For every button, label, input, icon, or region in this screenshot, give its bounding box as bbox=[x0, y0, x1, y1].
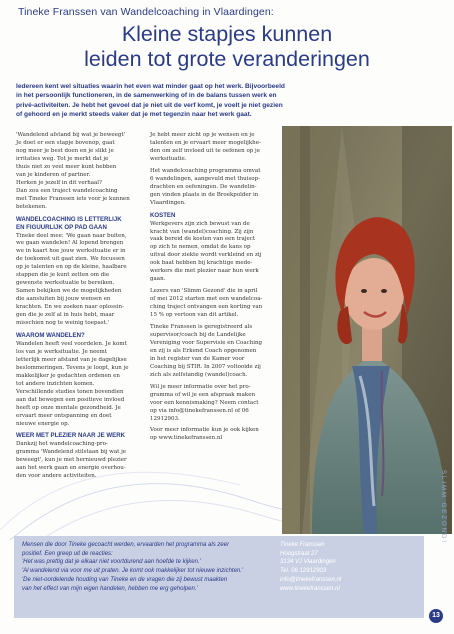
testimonial-line: 'De niet-oordelende houding van Tineke en de vragen die zij bewust maakten bbox=[22, 576, 228, 583]
paragraph bbox=[150, 132, 278, 164]
text-line: op www.tinekefranssen.nl bbox=[150, 435, 223, 442]
text-line: nieuwe energie op. bbox=[16, 420, 70, 427]
testimonial-line: positief. Een greep uit de reacties: bbox=[22, 550, 113, 557]
portrait-photo bbox=[282, 126, 452, 534]
text-line: ook baat hebben bij krachtige mede- bbox=[150, 260, 253, 267]
text-line: Vlaardingen. bbox=[150, 199, 186, 206]
text-line: letterlijk meer afstand van je dagelijkse bbox=[16, 356, 127, 363]
text-line: Je doet er een stapje bovenop, gaat bbox=[16, 139, 115, 146]
text-line: uitval door ziekte wordt verkleind en zij bbox=[150, 252, 262, 259]
text-line: Voor meer informatie kun je ook kijken bbox=[150, 427, 259, 434]
text-line: we gaan wandelen! Al lopend brengen bbox=[16, 240, 124, 247]
text-line: makkelijker je gedachten ordenen en bbox=[16, 372, 120, 379]
contact-city: 3134 VJ Vlaardingen bbox=[280, 559, 336, 566]
text-line: beweegt', kun je met hernieuwd plezier bbox=[16, 457, 127, 464]
text-line: Wandelen heeft veel voordelen. Je komt bbox=[16, 340, 127, 347]
text-line: Het wandelcoaching programma omvat bbox=[150, 167, 261, 174]
text-line: die aansluiten bij jouw wensen en bbox=[16, 296, 111, 303]
text-line: Coaching bij STIR. In 2007 voltooide zij bbox=[150, 363, 261, 370]
text-line: gramma of wil je een afspraak maken bbox=[150, 391, 256, 398]
text-column-left bbox=[16, 132, 146, 485]
text-line: Lezers van 'Slimm Gezond' die in april bbox=[150, 288, 258, 295]
text-line: en zij is als Erkend Coach opgenomen bbox=[150, 347, 257, 354]
text-line: supervisor/coach bij de Landelijke bbox=[150, 331, 246, 338]
text-line: 12912903. bbox=[150, 415, 180, 422]
section-heading bbox=[16, 432, 146, 440]
text-line: 6 wandelingen, aangevuld met thuisop- bbox=[150, 175, 260, 182]
text-line: Tineke Franssen is geregistreerd als bbox=[150, 324, 253, 331]
text-line: krachten. En we zoeken naar oplossin- bbox=[16, 304, 124, 311]
text-line: aan dat bewegen een positieve invloed bbox=[16, 396, 125, 403]
paragraph bbox=[16, 132, 146, 212]
article-intro bbox=[16, 82, 434, 120]
text-line: stappen die je kunt zetten om die bbox=[16, 272, 110, 279]
text-line: ervaart meer ontspanning en doet bbox=[16, 412, 112, 419]
text-line: de toekomst uit gaat zien. We focussen bbox=[16, 256, 125, 263]
paragraph bbox=[150, 168, 278, 208]
text-line: gaan. bbox=[150, 276, 166, 283]
text-line: beslommeringen. Tevens je loopt, kun je bbox=[16, 364, 129, 371]
text-line: betekenen. bbox=[16, 203, 47, 210]
section-heading bbox=[16, 216, 146, 232]
article-kicker: Tineke Franssen van Wandelcoaching in Vlaardingen: bbox=[18, 6, 274, 18]
intro-line: in het persoonlijk functioneren, in de samenwerking of in de balans tussen werk en bbox=[16, 92, 277, 100]
text-line: kracht van (wandel)coaching. Zij zijn bbox=[150, 228, 254, 235]
paragraph bbox=[150, 384, 278, 424]
text-line: vaak bereid de kosten van een traject bbox=[150, 236, 256, 243]
text-line: den voor andere activiteiten. bbox=[16, 473, 97, 480]
text-line: Samen bekijken we de mogelijkheden bbox=[16, 288, 122, 295]
text-line: voor een kennismaking? Neem contact bbox=[150, 399, 259, 406]
intro-line: privé-activiteiten. Je hebt het gevoel dat je niet uit de verf komt, je voelt je niet gezien bbox=[16, 101, 283, 109]
text-line: aan het werk gaan en energie overhou- bbox=[16, 465, 126, 472]
text-line: 'Wandelend afstand bij wat je beweegt' bbox=[16, 132, 126, 138]
paragraph bbox=[150, 288, 278, 320]
text-line: Dan zou een traject wandelcoaching bbox=[16, 187, 118, 194]
text-line: gewenste werksituatie te bereiken. bbox=[16, 280, 115, 287]
text-line: Verschillende studies tonen bovendien bbox=[16, 388, 124, 395]
contact-email[interactable]: info@tinekefranssen.nl bbox=[280, 576, 342, 583]
text-line: werksituatie. bbox=[150, 155, 187, 162]
text-line: misschien nog te weinig toepast.' bbox=[16, 320, 110, 327]
text-line: in het register van de Kamer voor bbox=[150, 355, 245, 362]
text-line: Herken je jezelf in dit verhaal? bbox=[16, 179, 103, 186]
text-line: WEER MET PLEZIER NAAR JE WERK bbox=[16, 432, 126, 440]
headline-line-2: leiden tot grote veranderingen bbox=[84, 47, 370, 71]
text-line: nog meer je best doen en je slikt je bbox=[16, 147, 114, 154]
text-line: werkers die met plezier naar hun werk bbox=[150, 268, 259, 275]
paragraph bbox=[150, 324, 278, 380]
magazine-name-vertical bbox=[436, 470, 450, 620]
article-headline bbox=[0, 22, 454, 72]
paragraph bbox=[16, 233, 146, 328]
text-line: Dankzij het wandelcoaching-pro- bbox=[16, 441, 108, 448]
text-line: gen vinden plaats in de Broekpolder in bbox=[150, 191, 259, 198]
testimonials bbox=[22, 541, 262, 593]
testimonial-line: Mensen die door Tineke gecoacht werden, ervaarden het programma als zeer bbox=[22, 542, 230, 548]
text-line: gen die je zelf al in huis hebt, maar bbox=[16, 312, 115, 319]
section-heading bbox=[16, 332, 146, 340]
testimonial-line: 'Het was prettig dat je elkaar niet voortdurend aan hoefde te kijken.' bbox=[22, 559, 201, 566]
text-line: WAAROM WANDELEN? bbox=[16, 331, 85, 339]
text-line: op zich te nemen, omdat de kans op bbox=[150, 244, 251, 251]
text-line: gramma 'Wandelend stilstaan bij wat je bbox=[16, 449, 127, 456]
text-line: op je talenten en op de kleine, haalbare bbox=[16, 264, 127, 271]
contact-details bbox=[280, 541, 420, 593]
headline-line-1: Kleine stapjes kunnen bbox=[121, 22, 333, 46]
testimonial-line: van het effect van mijn eigen handelen, hebben me erg geholpen.' bbox=[22, 585, 198, 592]
contact-website[interactable]: www.tinekefranssen.nl bbox=[280, 585, 340, 592]
text-line: Vereniging voor Supervisie en Coaching bbox=[150, 339, 263, 346]
section-heading bbox=[150, 212, 278, 220]
text-line: we in kaart hoe jouw werksituatie er in bbox=[16, 248, 126, 255]
paragraph bbox=[16, 341, 146, 428]
contact-name: Tineke Franssen bbox=[280, 542, 325, 548]
paragraph bbox=[150, 221, 278, 285]
text-line: tot andere inzichten komen. bbox=[16, 380, 95, 387]
text-line: irritaties weg. Tot je merkt dat je bbox=[16, 155, 109, 162]
paragraph bbox=[16, 441, 146, 481]
text-line: van je kinderen of partner. bbox=[16, 171, 91, 178]
contact-street: Hoogstraat 27 bbox=[280, 550, 318, 557]
text-line: thuis niet zo veel meer kunt hebben bbox=[16, 163, 117, 170]
intro-line: of gehoord en je merkt steeds vaker dat je met tegenzin naar het werk gaat. bbox=[16, 111, 252, 119]
text-line: 15 % op vertoon van dit artikel. bbox=[150, 312, 239, 319]
text-line: heeft op onze mentale gezondheid. Je bbox=[16, 404, 121, 411]
text-line: Je hebt meer zicht op je wensen en je bbox=[150, 132, 255, 138]
text-line: talenten en je ervaart meer mogelijkhe- bbox=[150, 139, 261, 146]
text-line: KOSTEN bbox=[150, 211, 176, 219]
text-line: ching traject ontvangen een korting van bbox=[150, 304, 263, 311]
text-line: drachten en oefeningen. De wandelin- bbox=[150, 183, 257, 190]
text-line: met Tineke Franssen iets voor je kunnen bbox=[16, 195, 130, 202]
testimonial-line: 'Al wandelend via voor me uit praten. Je komt ook makkelijker tot nieuwe inzichten.' bbox=[22, 568, 244, 575]
text-line: zich als zelfstandig (wandel)coach. bbox=[150, 371, 248, 378]
text-line: of mei 2012 starten met een wandelcoa- bbox=[150, 296, 263, 303]
text-line: EN FIGUURLIJK OP PAD GAAN bbox=[16, 223, 107, 231]
text-line: WANDELCOACHING IS LETTERLIJK bbox=[16, 215, 122, 223]
text-line: den om zelf invloed uit te oefenen op je bbox=[150, 147, 260, 154]
text-line: Tineke deel mee: 'We gaan naar buiten, bbox=[16, 232, 127, 239]
contact-phone: Tel. 06 12912903 bbox=[280, 568, 327, 575]
text-column-middle bbox=[150, 132, 278, 447]
text-line: op via info@tinekefranssen.nl of 06 bbox=[150, 407, 249, 414]
paragraph bbox=[150, 427, 278, 443]
page-number: 13 bbox=[429, 609, 443, 623]
text-line: Wil je meer informatie over het pro- bbox=[150, 383, 251, 390]
magazine-name: SLIMM GEZOND! bbox=[440, 470, 446, 545]
text-line: Werkgevers zijn zich bewust van de bbox=[150, 220, 250, 227]
intro-line: Iedereen kent wel situaties waarin het even wat minder gaat op het werk. Bijvoorbeeld bbox=[16, 83, 285, 90]
text-line: los van je werksituatie. Je neemt bbox=[16, 348, 107, 355]
